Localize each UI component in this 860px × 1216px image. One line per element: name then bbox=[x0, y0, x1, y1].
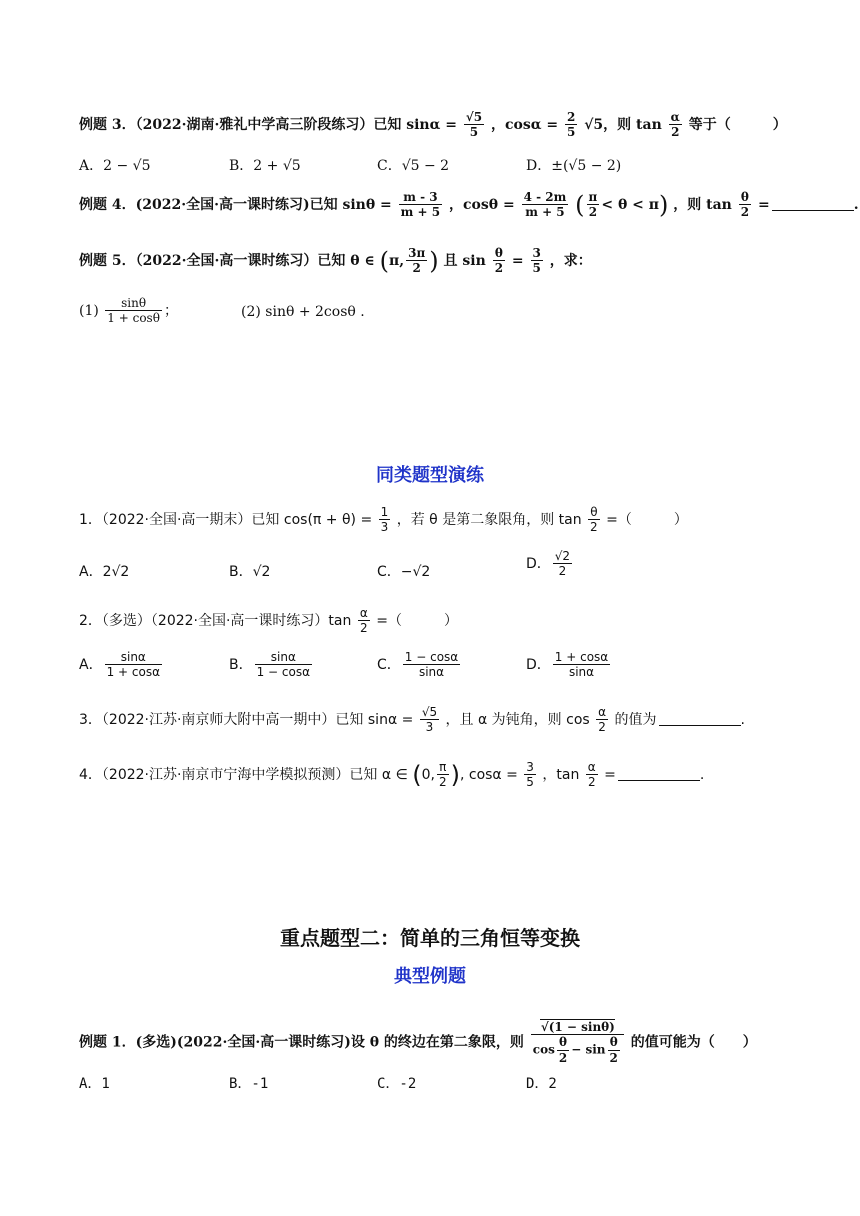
section-title-identity: 重点题型二：简单的三角恒等变换 bbox=[280, 926, 580, 950]
option-d bbox=[526, 650, 612, 680]
math-text: 的值为 bbox=[614, 711, 657, 728]
fraction-den: sinα bbox=[418, 665, 445, 680]
fraction bbox=[420, 705, 439, 735]
fraction-num: α bbox=[598, 705, 607, 719]
option-b bbox=[229, 650, 314, 680]
math-text: ，cosα = bbox=[490, 116, 559, 133]
fraction-den: sinα bbox=[568, 665, 595, 680]
fraction bbox=[587, 190, 600, 220]
math-text: √5，则 bbox=[584, 116, 632, 133]
fraction-den: m + 5 bbox=[400, 205, 441, 220]
fraction-num: 4 - 2m bbox=[523, 190, 567, 204]
fraction-den: 2 bbox=[598, 720, 606, 735]
math-text: cos bbox=[532, 1042, 555, 1057]
example-4-question: 例题 4．(2022·全国·高一课时练习)已知 sinθ = $\frac{m - 3}{m + 5}$ ，cosθ = $\frac{4 - 2m}{m + 5}$ ( $\frac{\pi}{2}$ < θ < π) ，则 tan $\frac{\theta}{2}$ = . bbox=[79, 190, 859, 220]
fraction bbox=[105, 650, 162, 680]
option-a: A．2√2 bbox=[79, 564, 130, 580]
section-subtitle-examples: 典型例题 bbox=[394, 966, 466, 987]
option-b: B．2 + √5 bbox=[229, 158, 301, 174]
option-b: B．√2 bbox=[229, 564, 271, 580]
fraction bbox=[596, 705, 608, 735]
fraction-den: 1 − cosα bbox=[256, 665, 311, 680]
option-d: D．2 bbox=[526, 1076, 557, 1092]
math-text: 等于（ ） bbox=[688, 116, 787, 133]
fraction-num: α bbox=[359, 606, 368, 620]
fraction-den: 2 bbox=[587, 775, 596, 790]
fraction-den: 2 bbox=[359, 621, 368, 636]
fraction-den: 2 bbox=[590, 520, 598, 535]
fraction-num: √5 bbox=[465, 110, 483, 124]
math-text: π, bbox=[389, 252, 405, 269]
part-1-label: (1) bbox=[79, 302, 99, 319]
fraction-num: 3 bbox=[532, 246, 541, 260]
example-5-question bbox=[79, 246, 800, 276]
question-4-label: 4．（2022·江苏·南京市宁海中学模拟预测）已知 α ∈ bbox=[79, 766, 408, 783]
option-label: A． bbox=[79, 656, 103, 673]
fraction bbox=[493, 246, 505, 276]
fraction bbox=[739, 190, 751, 220]
fraction-num: θ bbox=[557, 1035, 569, 1050]
fraction-num: 1 bbox=[380, 505, 389, 519]
option-d: D．±(√5 − 2) bbox=[526, 158, 622, 174]
option-label: B． bbox=[229, 656, 253, 673]
fraction-den: 2 bbox=[609, 1050, 618, 1065]
math-text: < θ < π bbox=[601, 196, 660, 213]
math-text: =（ ） bbox=[606, 511, 688, 528]
math-text: ，则 tan bbox=[673, 196, 732, 213]
option-d-label: D． bbox=[526, 555, 551, 572]
fraction bbox=[531, 246, 543, 276]
answer-blank bbox=[618, 780, 700, 781]
option-label: D． bbox=[526, 656, 551, 673]
fraction-den: 3 bbox=[425, 720, 434, 735]
fraction-den: 2 bbox=[412, 261, 421, 276]
question-4: 4．（2022·江苏·南京市宁海中学模拟预测）已知 α ∈ (0, $\frac{\pi}{2}$ ), cosα = $\frac{3}{5}$ ，tan $\frac{\alpha}{2}$ = . bbox=[79, 760, 705, 790]
fraction bbox=[105, 296, 162, 326]
fraction-den: 5 bbox=[526, 775, 534, 790]
math-text: ，若 θ 是第二象限角，则 tan bbox=[396, 511, 582, 528]
example-3-label: 例题 3．（2022·湖南·雅礼中学高三阶段练习）已知 bbox=[79, 116, 402, 133]
fraction-num: π bbox=[588, 190, 598, 204]
fraction-num: α bbox=[670, 110, 680, 124]
fraction-num: 3 bbox=[526, 760, 534, 774]
fraction bbox=[553, 549, 572, 579]
fraction bbox=[358, 606, 370, 636]
example-1-question bbox=[79, 1020, 800, 1065]
fraction-num: θ bbox=[608, 1035, 620, 1050]
fraction bbox=[464, 110, 484, 140]
option-c: C．√5 − 2 bbox=[377, 158, 450, 174]
math-text: − sin bbox=[571, 1042, 606, 1057]
fraction bbox=[588, 505, 600, 535]
paren-close: ) bbox=[450, 760, 460, 789]
fraction bbox=[403, 650, 460, 680]
fraction bbox=[608, 1035, 620, 1065]
option-c: C．-2 bbox=[377, 1076, 417, 1092]
fraction bbox=[531, 1020, 624, 1065]
fraction-num: sinα bbox=[255, 650, 312, 665]
math-text: = bbox=[757, 196, 770, 213]
math-text: 且 sin bbox=[443, 252, 486, 269]
math-text: ，求： bbox=[549, 252, 592, 269]
option-c bbox=[377, 650, 462, 680]
question-1 bbox=[79, 505, 800, 535]
example-5-parts bbox=[79, 296, 800, 326]
fraction-den bbox=[531, 1035, 624, 1065]
question-2-label: 2．（多选）（2022·全国·高一课时练习）tan bbox=[79, 612, 352, 629]
example-4-label: 例题 4．(2022·全国·高一课时练习)已知 bbox=[79, 196, 338, 213]
question-2 bbox=[79, 606, 800, 636]
math-text: ，cosθ = bbox=[449, 196, 515, 213]
math-text: , cosα = bbox=[459, 766, 518, 783]
math-text: sinθ = bbox=[342, 196, 392, 213]
example-3-question bbox=[79, 110, 800, 140]
math-text: ； bbox=[163, 302, 178, 319]
fraction bbox=[524, 760, 536, 790]
fraction bbox=[553, 650, 610, 680]
fraction-num: m - 3 bbox=[399, 190, 442, 205]
fraction-den: 2 bbox=[558, 564, 567, 579]
question-3-label: 3．（2022·江苏·南京师大附中高一期中）已知 sinα = bbox=[79, 711, 414, 728]
paren-open: ( bbox=[575, 190, 585, 219]
fraction-num: 1 + cosα bbox=[554, 650, 609, 664]
math-text: 0, bbox=[421, 766, 435, 783]
answer-blank bbox=[772, 210, 854, 211]
fraction-den: 2 bbox=[588, 205, 598, 220]
answer-blank bbox=[659, 725, 741, 726]
fraction-num: θ bbox=[739, 190, 751, 205]
fraction-den: 5 bbox=[469, 125, 479, 140]
question-1-label: 1．（2022·全国·高一期末）已知 cos(π + θ) = bbox=[79, 511, 373, 528]
fraction-num: α bbox=[587, 760, 596, 774]
sqrt-expression: √(1 − sinθ) bbox=[540, 1020, 615, 1034]
fraction bbox=[399, 190, 442, 220]
fraction-num: θ bbox=[588, 505, 600, 520]
fraction-den: 1 + cosα bbox=[106, 665, 160, 680]
fraction-den: m + 5 bbox=[525, 205, 565, 220]
paren-close: ) bbox=[659, 190, 669, 219]
example-5-label: 例题 5．（2022·全国·高一课时练习）已知 bbox=[79, 252, 346, 269]
option-d bbox=[526, 549, 574, 579]
section-title-practice: 同类题型演练 bbox=[376, 465, 484, 486]
fraction-den: 1 + cosθ bbox=[107, 311, 160, 326]
fraction-num: 1 − cosα bbox=[404, 650, 459, 664]
paren-close: ) bbox=[429, 246, 439, 275]
option-a: A．2 − √5 bbox=[79, 158, 151, 174]
math-text: tan bbox=[636, 116, 662, 133]
math-text: = bbox=[604, 766, 616, 783]
part-2: (2) sinθ + 2cosθ . bbox=[241, 304, 365, 320]
paren-open: ( bbox=[379, 246, 390, 275]
paren-open: ( bbox=[412, 760, 422, 789]
fraction-num: √5 bbox=[421, 705, 438, 719]
math-text: θ ∈ bbox=[350, 252, 375, 269]
fraction-den: 2 bbox=[558, 1050, 568, 1065]
fraction-den: 5 bbox=[566, 125, 576, 140]
fraction-num: θ bbox=[493, 246, 505, 261]
fraction-num: sinθ bbox=[105, 296, 162, 311]
option-a bbox=[79, 650, 164, 680]
math-text: sinα = bbox=[406, 116, 457, 133]
fraction-den: 5 bbox=[532, 261, 541, 276]
question-3: 3．（2022·江苏·南京师大附中高一期中）已知 sinα = $\frac{√5}{3}$ ，且 α 为钝角，则 cos $\frac{\alpha}{2}$ 的值为 . bbox=[79, 705, 745, 735]
fraction-den: 2 bbox=[740, 205, 750, 220]
fraction-den: 3 bbox=[380, 520, 389, 535]
fraction-num: 2 bbox=[566, 110, 576, 124]
fraction-num: π bbox=[437, 760, 449, 775]
fraction bbox=[557, 1035, 569, 1065]
math-text: =（ ） bbox=[376, 612, 458, 629]
option-c: C．−√2 bbox=[377, 564, 431, 580]
fraction bbox=[406, 246, 427, 276]
fraction bbox=[565, 110, 577, 140]
math-text: = bbox=[511, 252, 524, 269]
option-a: A．1 bbox=[79, 1076, 110, 1092]
fraction-den: 2 bbox=[671, 125, 680, 140]
fraction-num bbox=[531, 1020, 624, 1035]
fraction bbox=[255, 650, 312, 680]
fraction bbox=[522, 190, 569, 220]
fraction bbox=[586, 760, 598, 790]
fraction bbox=[669, 110, 682, 140]
fraction-num: √2 bbox=[554, 549, 571, 563]
math-text: ，且 α 为钝角，则 cos bbox=[445, 711, 590, 728]
fraction-num: sinα bbox=[105, 650, 162, 665]
fraction-den: 2 bbox=[438, 775, 447, 790]
fraction-num: 3π bbox=[408, 246, 426, 260]
fraction bbox=[379, 505, 391, 535]
fraction bbox=[437, 760, 449, 790]
option-b: B．-1 bbox=[229, 1076, 269, 1092]
fraction-den: 2 bbox=[494, 261, 504, 276]
math-text: 的值可能为（ ） bbox=[630, 1034, 757, 1051]
option-label: C． bbox=[377, 656, 401, 673]
example-1-label: 例题 1．(多选)(2022·全国·高一课时练习)设 θ 的终边在第二象限，则 bbox=[79, 1034, 524, 1051]
math-text: ，tan bbox=[542, 766, 580, 783]
